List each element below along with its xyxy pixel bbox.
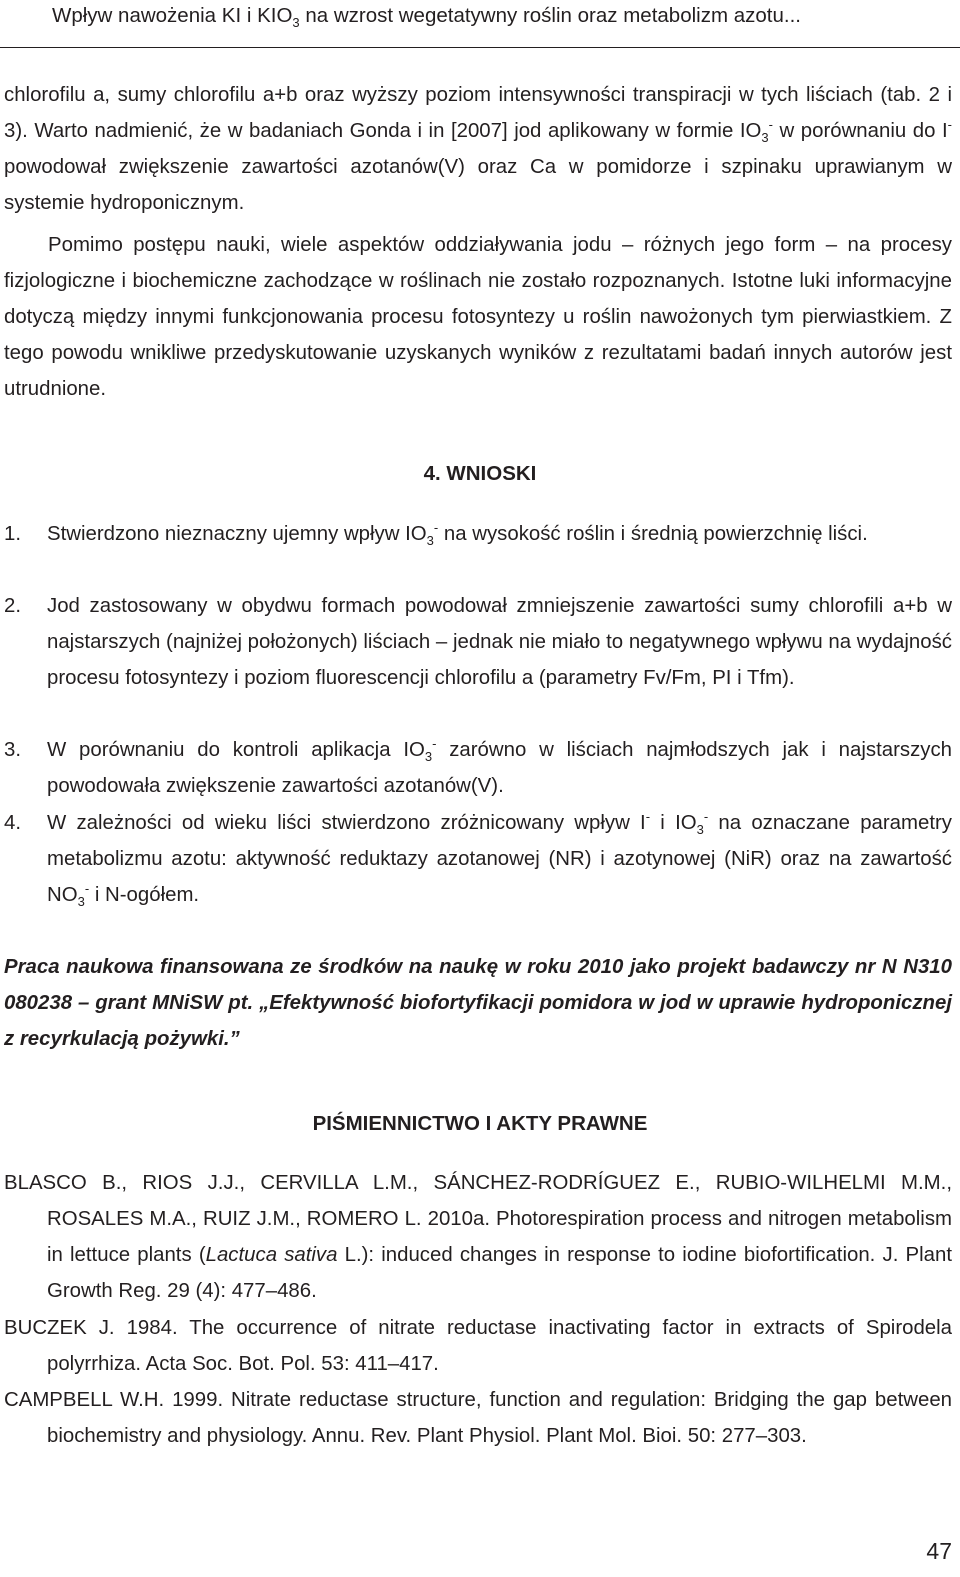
superscript: - bbox=[947, 117, 952, 132]
superscript: - bbox=[84, 881, 90, 896]
text-run: na wysokość roślin i średnią powierzchnię liści. bbox=[438, 523, 868, 545]
subscript: 3 bbox=[77, 894, 85, 909]
text-run: i N-ogółem. bbox=[89, 884, 200, 906]
running-header bbox=[0, 0, 960, 48]
text-run: na oznaczane parametry metabolizmu azotu: aktywność reduktazy azotanowej (NR) i azotynowej (NiR) oraz na zawartość NO bbox=[47, 812, 952, 906]
superscript: - bbox=[703, 809, 709, 824]
superscript: - bbox=[432, 736, 437, 751]
list-item-text: Jod zastosowany w obydwu formach powodował zmniejszenie zawartości sumy chlorofili a+b w najstarszych (najniżej położonych) liściach – jednak nie miało to negatywnego wpływu na wydajność procesu fotosyntezy i poziom fluorescencji chlorofilu a (parametry Fv/Fm, PI i Tfm). bbox=[47, 595, 952, 689]
conclusion-item-1 bbox=[4, 516, 952, 552]
subscript: 3 bbox=[424, 749, 433, 764]
subscript: 3 bbox=[696, 822, 704, 837]
text-run: L.): induced changes in response to iodine biofortification. J. Plant Growth Reg. 29 (4): 477–486. bbox=[47, 1244, 952, 1302]
reference-entry: BUCZEK J. 1984. The occurrence of nitrate reductase inactivating factor in extracts of Spirodela polyrrhiza. Acta Soc. Bot. Pol. 53: 411–417. bbox=[4, 1317, 952, 1375]
list-number: 3. bbox=[4, 739, 22, 761]
list-item-text bbox=[47, 732, 952, 804]
header-title-part: Wpływ nawożenia KI i KIO bbox=[52, 4, 293, 27]
species-name-italic: Lactuca sativa bbox=[205, 1244, 338, 1266]
conclusion-item-4 bbox=[4, 805, 952, 913]
subscript: 3 bbox=[761, 130, 769, 145]
superscript: - bbox=[768, 117, 773, 132]
text-run: W zależności od wieku liści stwierdzono zróżnicowany wpływ I bbox=[47, 812, 646, 834]
superscript: - bbox=[645, 809, 651, 824]
text-run: powodował zwiększenie zawartości azotanów(V) oraz Ca w pomidorze i szpinaku uprawianym w systemie hydroponicznym. bbox=[4, 156, 952, 214]
intro-paragraph-2: Pomimo postępu nauki, wiele aspektów oddziaływania jodu – różnych jego form – na procesy fizjologiczne i biochemiczne zachodzące w roślinach nie zostało rozpoznanych. Istotne luki informacyjne dotyczą między innymi funkcjonowania procesu fotosyntezy u roślin nawożonych tym pierwiastkiem. Z tego powodu wnikliwe przedyskutowanie uzyskanych wyników z rezultatami badań innych autorów jest utrudnione. bbox=[4, 234, 952, 400]
text-run: zarówno w liściach najmłodszych jak i najstarszych powodowała zwiększenie zawartości azotanów(V). bbox=[47, 739, 952, 797]
page-number: 47 bbox=[926, 1538, 952, 1564]
conclusion-item-3 bbox=[4, 732, 952, 804]
section-heading-conclusions: 4. WNIOSKI bbox=[423, 462, 537, 485]
reference-entry: CAMPBELL W.H. 1999. Nitrate reductase structure, function and regulation: Bridging the gap between biochemistry and physiology. Annu. Rev. Plant Physiol. Plant Mol. Bioi. 50: 277–303. bbox=[4, 1389, 952, 1447]
running-header-title bbox=[52, 4, 801, 28]
header-title-part: na wzrost wegetatywny roślin oraz metabolizm azotu... bbox=[299, 4, 801, 27]
section-heading-references: PIŚMIENNICTWO I AKTY PRAWNE bbox=[312, 1112, 648, 1135]
text-run: BLASCO B., RIOS J.J., CERVILLA L.M., SÁNCHEZ-RODRÍGUEZ E., RUBIO-WILHELMI M.M., ROSALES M.A., RUIZ J.M., ROMERO L. 2010a. Photorespiration process and nitrogen metabolism in lettuce plants ( bbox=[4, 1172, 952, 1266]
header-title-subscript: 3 bbox=[292, 15, 300, 30]
text-run: W porównaniu do kontroli aplikacja IO bbox=[47, 739, 425, 761]
reference-entry bbox=[4, 1165, 952, 1309]
list-item-text bbox=[47, 805, 952, 913]
list-number: 2. bbox=[4, 595, 22, 617]
list-number: 4. bbox=[4, 812, 22, 834]
list-item-text bbox=[47, 516, 952, 552]
subscript: 3 bbox=[426, 533, 434, 548]
funding-note: Praca naukowa finansowana ze środków na naukę w roku 2010 jako projekt badawczy nr N N310 080238 – grant MNiSW pt. „Efektywność biofortyfikacji pomidora w jod w uprawie hydroponicznej z recyrkulacją pożywki.” bbox=[4, 956, 952, 1050]
conclusion-item-2 bbox=[4, 588, 952, 696]
text-run: chlorofilu a, sumy chlorofilu a+b oraz wyższy poziom intensywności transpiracji w tych liściach (tab. 2 i 3). Warto nadmienić, że w badaniach Gonda i in [2007] jod aplikowany w formie IO bbox=[4, 84, 952, 142]
text-run: w porównaniu do I bbox=[772, 120, 948, 142]
text-run: i IO bbox=[650, 812, 697, 834]
text-run: Stwierdzono nieznaczny ujemny wpływ IO bbox=[47, 523, 427, 545]
intro-paragraph-1 bbox=[4, 77, 952, 221]
superscript: - bbox=[433, 520, 439, 535]
list-number: 1. bbox=[4, 523, 22, 545]
